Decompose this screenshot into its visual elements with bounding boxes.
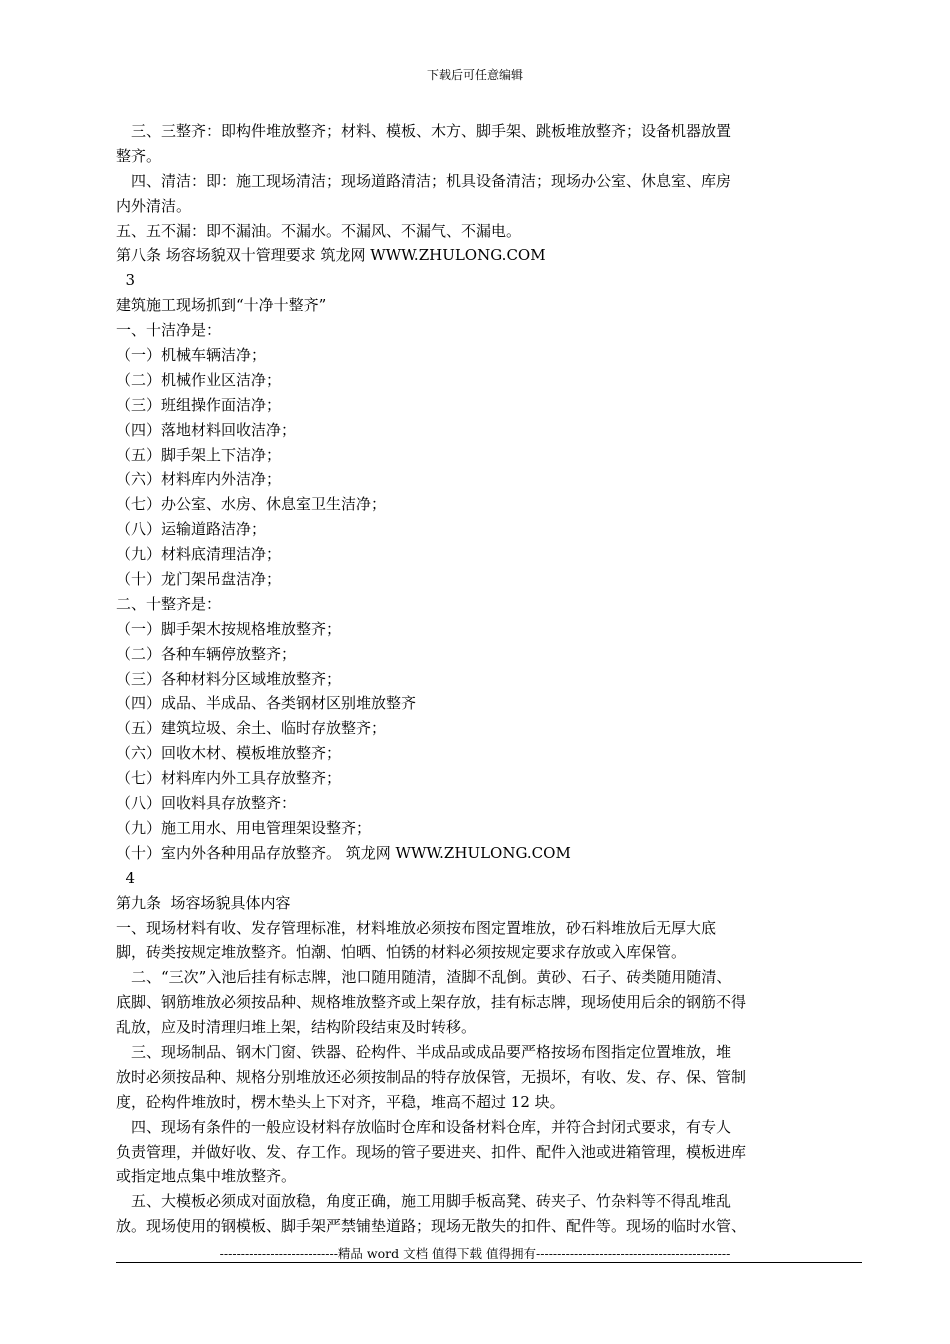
text-line: （十）室内外各种用品存放整齐。 筑龙网 WWW.ZHULONG.COM (116, 843, 571, 862)
text-line: 五、五不漏：即不漏油。不漏水。不漏风、不漏气、不漏电。 (116, 221, 522, 240)
document-body (116, 119, 822, 1239)
text-line: （六）材料库内外洁净； (116, 470, 282, 489)
text-line: 二、十整齐是： (116, 594, 222, 613)
text-line: 内外清洁。 (116, 196, 192, 215)
text-line: 四、现场有条件的一般应设材料存放临时仓库和设备材料仓库，并符合封闭式要求，有专人 (116, 1117, 732, 1136)
page-header: 下载后可任意编辑 (426, 68, 523, 82)
text-line: 五、大模板必须成对面放稳，角度正确，施工用脚手板高凳、砖夹子、竹杂料等不得乱堆乱 (116, 1192, 732, 1211)
text-line: （九）材料底清理洁净； (116, 545, 282, 564)
text-line: 第八条 场容场貌双十管理要求 筑龙网 WWW.ZHULONG.COM (116, 246, 546, 265)
text-line: 3 (116, 271, 136, 290)
text-line: 建筑施工现场抓到“十净十整齐” (116, 296, 327, 315)
text-line: （五）建筑垃圾、余土、临时存放整齐； (116, 719, 387, 738)
text-line: 三、现场制品、钢木门窗、铁器、砼构件、半成品或成品要严格按场布图指定位置堆放，堆 (116, 1042, 732, 1061)
text-line: （三）班组操作面洁净； (116, 395, 282, 414)
text-line: 整齐。 (116, 146, 162, 165)
page-footer: ----------------------------精品 word 文档 值得下载 值得拥有---------------------------------------------- (219, 1246, 731, 1261)
text-line: 负责管理，并做好收、发、存工作。现场的管子要进夹、扣件、配件入池或进箱管理，模板进库 (116, 1142, 747, 1161)
text-line: 一、十洁净是： (116, 321, 222, 340)
text-line: 放。现场使用的钢模板、脚手架严禁铺垫道路；现场无散失的扣件、配件等。现场的临时水管、 (116, 1217, 747, 1236)
text-line: 度，砼构件堆放时，楞木垫头上下对齐，平稳，堆高不超过 12 块。 (116, 1092, 565, 1111)
text-line: 底脚、钢筋堆放必须按品种、规格堆放整齐或上架存放，挂有标志牌，现场使用后余的钢筋不得 (116, 993, 747, 1012)
text-line: （十）龙门架吊盘洁净； (116, 570, 282, 589)
text-line: （四）成品、半成品、各类钢材区别堆放整齐 (116, 694, 417, 713)
text-line: （二）各种车辆停放整齐； (116, 644, 297, 663)
text-line: 三、三整齐：即构件堆放整齐；材料、模板、木方、脚手架、跳板堆放整齐；设备机器放置 (116, 122, 732, 140)
text-line: （一）脚手架木按规格堆放整齐； (116, 619, 342, 638)
text-line: （九）施工用水、用电管理架设整齐； (116, 818, 372, 837)
text-line: （二）机械作业区洁净； (116, 370, 282, 389)
text-line: （四）落地材料回收洁净； (116, 420, 297, 439)
text-line: （三）各种材料分区域堆放整齐； (116, 669, 342, 688)
text-line: 乱放，应及时清理归堆上架，结构阶段结束及时转移。 (116, 1018, 477, 1037)
text-line: 或指定地点集中堆放整齐。 (116, 1167, 297, 1186)
text-line: 第九条 场容场貌具体内容 (116, 893, 291, 912)
text-line: （六）回收木材、模板堆放整齐； (116, 744, 342, 763)
text-line: （八）运输道路洁净； (116, 520, 267, 539)
text-line: 脚，砖类按规定堆放整齐。怕潮、怕晒、怕锈的材料必须按规定要求存放或入库保管。 (116, 943, 687, 962)
text-line: 4 (116, 868, 136, 887)
text-line: （八）回收料具存放整齐： (116, 794, 297, 813)
text-line: 四、清洁：即：施工现场清洁；现场道路清洁；机具设备清洁；现场办公室、休息室、库房 (116, 171, 732, 190)
footer-rule (116, 1262, 862, 1263)
text-line: （一）机械车辆洁净； (116, 346, 267, 365)
text-line: （七）材料库内外工具存放整齐； (116, 769, 342, 788)
text-line: 二、“三次”入池后挂有标志牌，池口随用随清，渣脚不乱倒。黄砂、石子、砖类随用随清、 (116, 968, 732, 987)
text-line: 一、现场材料有收、发存管理标准，材料堆放必须按布图定置堆放，砂石料堆放后无厚大底 (116, 918, 717, 937)
text-line: （七）办公室、水房、休息室卫生洁净； (116, 495, 387, 514)
text-line: （五）脚手架上下洁净； (116, 445, 282, 464)
text-line: 放时必须按品种、规格分别堆放还必须按制品的特存放保管，无损坏，有收、发、存、保、管制 (116, 1067, 747, 1086)
